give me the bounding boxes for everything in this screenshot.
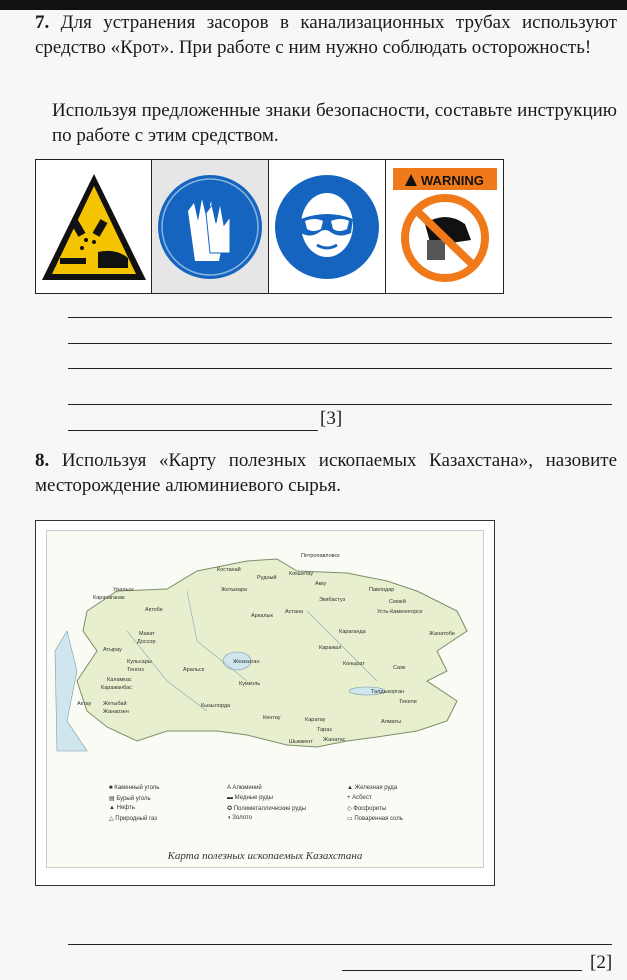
- question-8-text: [35, 448, 617, 498]
- question-8-score: [2]: [590, 952, 613, 973]
- answer-line-1[interactable]: [68, 317, 612, 318]
- legend-item: A Алюминий: [227, 785, 262, 791]
- map-label: Рудный: [257, 575, 277, 581]
- question-7-text: [35, 10, 617, 60]
- map-label: Кумколь: [239, 681, 261, 687]
- map-label: Семей: [389, 599, 406, 605]
- map-label: Шымкент: [289, 739, 313, 745]
- map-label: Жанатас: [323, 737, 346, 743]
- map-label: Петропавловск: [301, 553, 340, 559]
- map-label: Аркалык: [251, 613, 273, 619]
- map-label: Акку: [315, 581, 327, 587]
- map-label: Каратау: [305, 717, 326, 723]
- map-label: Кызылорда: [201, 703, 231, 709]
- legend-item: △ Природный газ: [109, 816, 158, 822]
- map-label: Доссор: [137, 639, 156, 645]
- legend-item: ■ Каменный уголь: [109, 785, 160, 791]
- map-label: Талдыкорган: [371, 689, 405, 695]
- safety-signs-table: [35, 159, 504, 294]
- question-7-number: 7.: [35, 12, 50, 33]
- legend-item: ◇ Фосфориты: [347, 806, 387, 812]
- map-label: Жетыбай: [103, 701, 127, 707]
- map-label: Павлодар: [369, 587, 395, 593]
- map-label: Атырау: [103, 647, 122, 653]
- question-7-score: [3]: [320, 408, 343, 429]
- legend-item: ▲ Железная руда: [347, 785, 398, 791]
- map-label: Астана: [285, 609, 304, 615]
- answer-line-2[interactable]: [68, 343, 612, 344]
- warning-banner-text: WARNING: [420, 172, 484, 188]
- map-label: Тенгиз: [127, 667, 144, 673]
- map-label: Кентау: [263, 715, 281, 721]
- map-label: Алматы: [381, 719, 402, 725]
- map-label: Карачаганак: [93, 595, 125, 601]
- map-label: Актау: [77, 701, 92, 707]
- map-label: Макат: [139, 631, 155, 637]
- answer-line-6[interactable]: [68, 944, 612, 945]
- map-label: Саяк: [393, 665, 406, 671]
- legend-item: ▲ Нефть: [109, 805, 135, 811]
- question-8-body: Используя «Карту полезных ископаемых Казахстана», назовите месторождение алюминиевого сырья.: [35, 450, 618, 496]
- legend-item: ▬ Медные руды: [227, 795, 273, 801]
- goggles-icon: [269, 160, 386, 293]
- answer-line-5[interactable]: [68, 430, 318, 431]
- map-label: Актобе: [145, 607, 163, 613]
- legend-item: ✪ Полиметаллические руды: [227, 806, 307, 812]
- no-drinking-icon: [386, 160, 503, 293]
- answer-line-4[interactable]: [68, 404, 612, 405]
- legend-item: ▭ Поваренная соль: [347, 816, 403, 822]
- question-7-task: Используя предложенные знаки безопасности, составьте инструкцию по работе с этим средством.: [52, 100, 617, 146]
- map-label: Экибастуз: [319, 597, 346, 603]
- gloves-icon: [152, 160, 269, 293]
- map-label: Каражанбас: [101, 685, 132, 691]
- answer-line-3[interactable]: [68, 368, 612, 369]
- map-label: Кокшетау: [289, 571, 314, 577]
- map-caption: Карта полезных ископаемых Казахстана: [167, 850, 363, 862]
- map-label: Караганда: [339, 629, 366, 635]
- legend-item: + Асбест: [347, 795, 372, 801]
- legend-item: ◑ Золото: [227, 815, 252, 821]
- map-label: Жезказган: [233, 659, 260, 665]
- map-label: Жетыкара: [221, 587, 248, 593]
- answer-line-7[interactable]: [342, 970, 582, 971]
- question-8-number: 8.: [35, 450, 50, 471]
- map-label: Костанай: [217, 567, 241, 573]
- top-edge: [0, 0, 627, 10]
- question-7-para1: Для устранения засоров в канализационных трубах используют средство «Крот». При работе с ним нужно соблюдать осторожность!: [35, 12, 617, 58]
- map-label: Текели: [399, 699, 417, 705]
- map-label: Аральск: [183, 667, 205, 673]
- map-label: Кульсары: [127, 659, 152, 665]
- map-label: Усть-Каменогорск: [377, 609, 423, 615]
- map-label: Жанаозен: [103, 709, 129, 715]
- map-area: [46, 530, 484, 868]
- map-label: Жанатобе: [429, 631, 455, 637]
- corrosive-warning-icon: [36, 160, 152, 293]
- map-label: Конырат: [343, 661, 365, 667]
- map-label: Каражал: [319, 645, 342, 651]
- kazakhstan-minerals-map: [35, 520, 495, 886]
- legend-item: ▤ Бурый уголь: [109, 796, 151, 802]
- map-label: Каламкас: [107, 677, 132, 683]
- map-label: Уральск: [113, 587, 134, 593]
- map-label: Тараз: [317, 727, 332, 733]
